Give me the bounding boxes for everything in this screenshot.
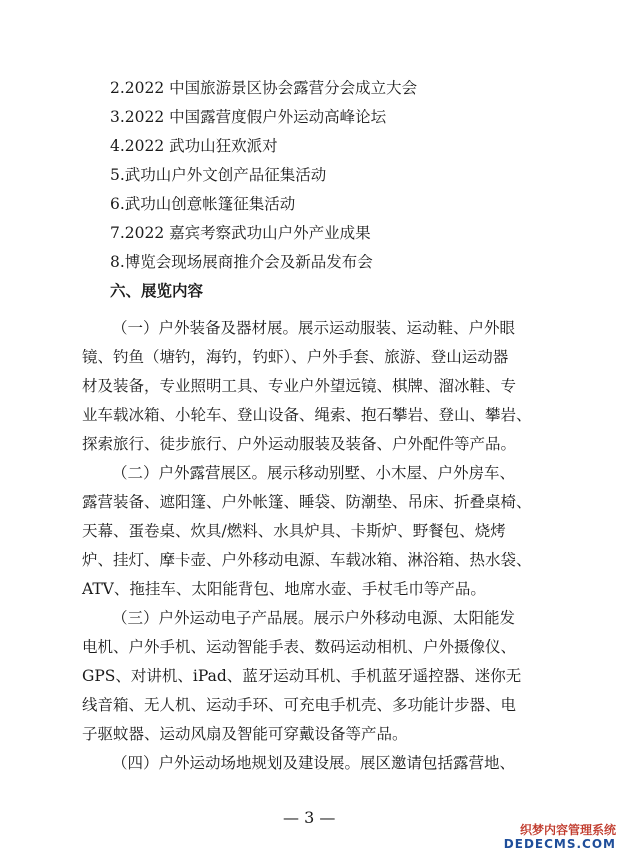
paragraph-line: 探索旅行、徒步旅行、户外运动服装及装备、户外配件等产品。	[82, 435, 517, 453]
list-item: 5.武功山户外文创产品征集活动	[110, 166, 327, 184]
paragraph-line: （二）户外露营展区。展示移动别墅、小木屋、户外房车、	[112, 464, 516, 482]
watermark-title: 织梦内容管理系统	[519, 823, 616, 837]
paragraph-line: 线音箱、无人机、运动手环、可充电手机壳、多功能计步器、电	[82, 696, 517, 714]
list-item: 4.2022 武功山狂欢派对	[110, 137, 278, 155]
watermark	[504, 823, 616, 851]
paragraph-line: 电机、户外手机、运动智能手表、数码运动相机、户外摄像仪、	[82, 638, 517, 656]
list-item: 3.2022 中国露营度假户外运动高峰论坛	[110, 108, 387, 126]
list-item: 2.2022 中国旅游景区协会露营分会成立大会	[110, 79, 418, 97]
paragraph-line: 材及装备，专业照明工具、专业户外望远镜、棋牌、溜冰鞋、专	[82, 377, 517, 395]
list-item: 8.博览会现场展商推介会及新品发布会	[110, 253, 373, 271]
paragraph-line: 镜、钓鱼（塘钓，海钓，钓虾）、户外手套、旅游、登山运动器	[82, 348, 509, 366]
list-item: 7.2022 嘉宾考察武功山户外产业成果	[110, 224, 371, 242]
paragraph-line: （四）户外运动场地规划及建设展。展区邀请包括露营地、	[112, 754, 516, 772]
page-number: — 3 —	[283, 808, 336, 827]
paragraph-line: 业车载冰箱、小轮车、登山设备、绳索、抱石攀岩、登山、攀岩、	[82, 406, 532, 424]
paragraph-line: ATV、拖挂车、太阳能背包、地席水壶、手杖毛巾等产品。	[82, 580, 486, 598]
paragraph-line: （一）户外装备及器材展。展示运动服装、运动鞋、户外眼	[112, 319, 516, 337]
paragraph-line: 炉、挂灯、摩卡壶、户外移动电源、车载冰箱、淋浴箱、热水袋、	[82, 551, 532, 569]
paragraph-line: GPS、对讲机、iPad、蓝牙运动耳机、手机蓝牙遥控器、迷你无	[82, 667, 522, 685]
paragraph-line: 露营装备、遮阳篷、户外帐篷、睡袋、防潮垫、吊床、折叠桌椅、	[82, 493, 532, 511]
section-heading: 六、展览内容	[110, 281, 204, 300]
list-item: 6.武功山创意帐篷征集活动	[110, 195, 296, 213]
watermark-domain: DEDECMS.COM	[503, 837, 616, 851]
paragraph-line: （三）户外运动电子产品展。展示户外移动电源、太阳能发	[112, 609, 516, 627]
paragraph-line: 天幕、蛋卷桌、炊具/燃料、水具炉具、卡斯炉、野餐包、烧烤	[82, 522, 506, 540]
paragraph-line: 子驱蚊器、运动风扇及智能可穿戴设备等产品。	[82, 725, 408, 743]
